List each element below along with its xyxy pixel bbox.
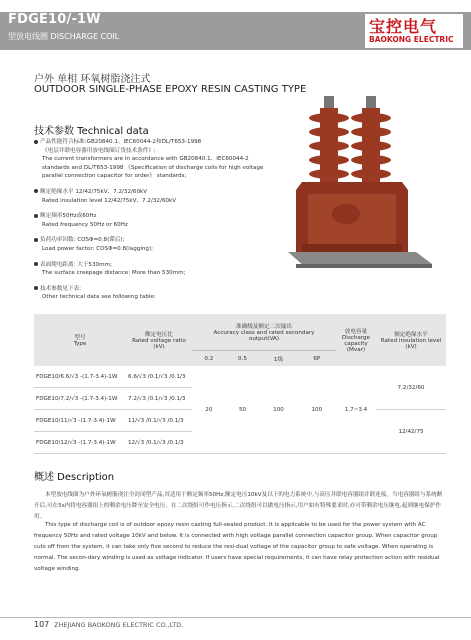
- cell-insulation: 7.2/32/60: [376, 366, 446, 410]
- cell-type: FDGE10/7.2/√3 -(1.7-3.4)-1W: [34, 388, 126, 410]
- title-cn: 户外 单相 环氧树脂浇注式: [34, 74, 151, 85]
- spec-cn: 《电层并联电容器用放电线圈订货技术条件》;: [42, 147, 156, 154]
- tech-heading: 技术参数 Technical data: [34, 126, 149, 137]
- acc-class: 0.5: [226, 351, 260, 366]
- cell-ratio: 7.2/√3 /0.1/√3 /0.1/3: [126, 388, 192, 410]
- spec-en: Other technical data see following table:: [42, 294, 156, 301]
- terminal-left: [324, 96, 334, 108]
- spec-cn: 产品性能符合标准:GB20840.1、IEC60044-2和DL/T653-1998: [40, 139, 202, 145]
- product-photo: [262, 94, 452, 282]
- col-insulation: 额定绝缘水平 Rated insulation level (kV): [376, 314, 446, 366]
- cell-type: FDGE10/11/√3 -(1.7-3.4)-1W: [34, 410, 126, 432]
- spec-item: [34, 212, 270, 229]
- cell-ratio: 12/√3 /0.1/√3 /0.1/3: [126, 432, 192, 454]
- acc-class: 6P: [298, 351, 336, 366]
- bullet-icon: [34, 262, 38, 266]
- col-type: 型号 Type: [34, 314, 126, 366]
- spec-cn: 技术参数见下表:: [40, 285, 82, 292]
- spec-table: [34, 314, 446, 454]
- spec-list: [34, 138, 270, 309]
- col-accuracy: 准确级及额定二次输出 Accuracy class and rated secondary output(VA): [192, 314, 336, 351]
- title-en: OUTDOOR SINGLE-PHASE EPOXY RESIN CASTING TYPE: [34, 84, 307, 95]
- spec-en: The current transformers are in accordance with GB20840.1、IEC60044-2 standards and DL/T653-1998 《Specification of discharge coils for high voltage parallel connection capacitor for order》 standards;: [42, 156, 264, 180]
- page-number: 107: [34, 620, 50, 629]
- desc-heading: 概述 Description: [34, 472, 115, 483]
- page-header: [0, 0, 471, 56]
- cell-type: FDGE10/12/√3 -(1.7-3.4)-1W: [34, 432, 126, 454]
- logo-cn: 宝控电气: [369, 17, 438, 36]
- cell-insulation: 12/42/75: [376, 410, 446, 454]
- spec-cn: 额定频率50Hz或60Hz: [40, 213, 97, 220]
- spec-en: Load power factor: COSΦ=0.8(lagging);: [42, 245, 154, 252]
- desc-cn: 本型放电线圈为户外环氧树脂浇注全封闭型产品,其适用于额定频率50Hz,额定电压10kV及以下的电力系统中,与高压并联电容器组并联连接。当电容器组与系统断开后,可在5s内将电容器组上的剩余电压降至安全电压。在二次绕组可作电压指示,二次绕组可以做电压指示,用户如有特殊要求时,亦可带剩余电压继电,起到继电保护作用。: [34, 492, 443, 520]
- col-ratio: 额定电压比 Rated voltage ratio (kV): [126, 314, 192, 366]
- spec-cn: 负荷功率因数: COSΦ=0.8(滞后);: [40, 237, 125, 244]
- cell-capacity: 1.7~3.4: [336, 366, 376, 454]
- acc-class: 0.2: [192, 351, 226, 366]
- bullet-icon: [34, 189, 38, 193]
- cell-output: 50: [226, 366, 260, 454]
- logo-en: BAOKONG ELECTRIC: [369, 35, 454, 44]
- col-capacity: 放电容量 Discharge capacity (Mvar): [336, 314, 376, 366]
- cell-output: 20: [192, 366, 226, 454]
- cell-ratio: 6.6/√3 /0.1/√3 /0.1/3: [126, 366, 192, 388]
- spec-cn: 额定绝缘水平 12/42/75kV、7.2/32/60kV: [40, 188, 148, 195]
- spec-item: [34, 236, 270, 253]
- spec-item: [34, 138, 270, 181]
- table-row: [34, 366, 446, 388]
- table-header-row: [34, 314, 446, 351]
- bullet-icon: [34, 286, 38, 290]
- bullet-icon: [34, 140, 38, 144]
- spec-en: Rated frequency 50Hz or 60Hz: [42, 221, 128, 228]
- cell-output: 100: [259, 366, 297, 454]
- product-name: FDGE10/-1W: [8, 12, 101, 27]
- desc-en: This type of discharge coil is of outdoor epoxy resin casting full-sealed product. It is applicable to be used for the power system with AC frequency 50Hz and rated voltage 10kV and below. It is connected with high voltage parallel connection capacitor group. When capacitor group cuts off from the system, it can take only five second to reduce the resi-dual voltage of the capacitor group to safe voltage. When operating is normal. The secon-dary winding is used as voltage indicator. If users have special requirements, it can have relay protection action with residual voltage winding.: [34, 522, 440, 572]
- bullet-icon: [34, 238, 38, 242]
- cell-output: 100: [298, 366, 336, 454]
- acc-class: 1级: [259, 351, 297, 366]
- spec-cn: 表面爬电距离: 大于530mm;: [40, 261, 112, 268]
- bullet-icon: [34, 214, 38, 218]
- brand-logo: [365, 14, 463, 48]
- product-desc: 型放电线圈 DISCHARGE COIL: [8, 32, 120, 41]
- terminal-right: [366, 96, 376, 108]
- base-plate: [288, 252, 432, 266]
- footer-divider: [0, 617, 471, 618]
- spec-item: [34, 261, 270, 278]
- spec-item: [34, 188, 270, 205]
- spec-en: Rated insulation level 12/42/75kV、7.2/32/60kV: [42, 197, 177, 204]
- spec-en: The surface creepage distance: More than 530mm;: [42, 270, 186, 277]
- footer-company: ZHEJIANG BAOKONG ELECTRIC CO.,LTD.: [54, 621, 184, 629]
- spec-item: [34, 285, 270, 302]
- cell-ratio: 11/√3 /0.1/√3 /0.1/3: [126, 410, 192, 432]
- cell-type: FDGE10/6.6/√3 -(1.7-3.4)-1W: [34, 366, 126, 388]
